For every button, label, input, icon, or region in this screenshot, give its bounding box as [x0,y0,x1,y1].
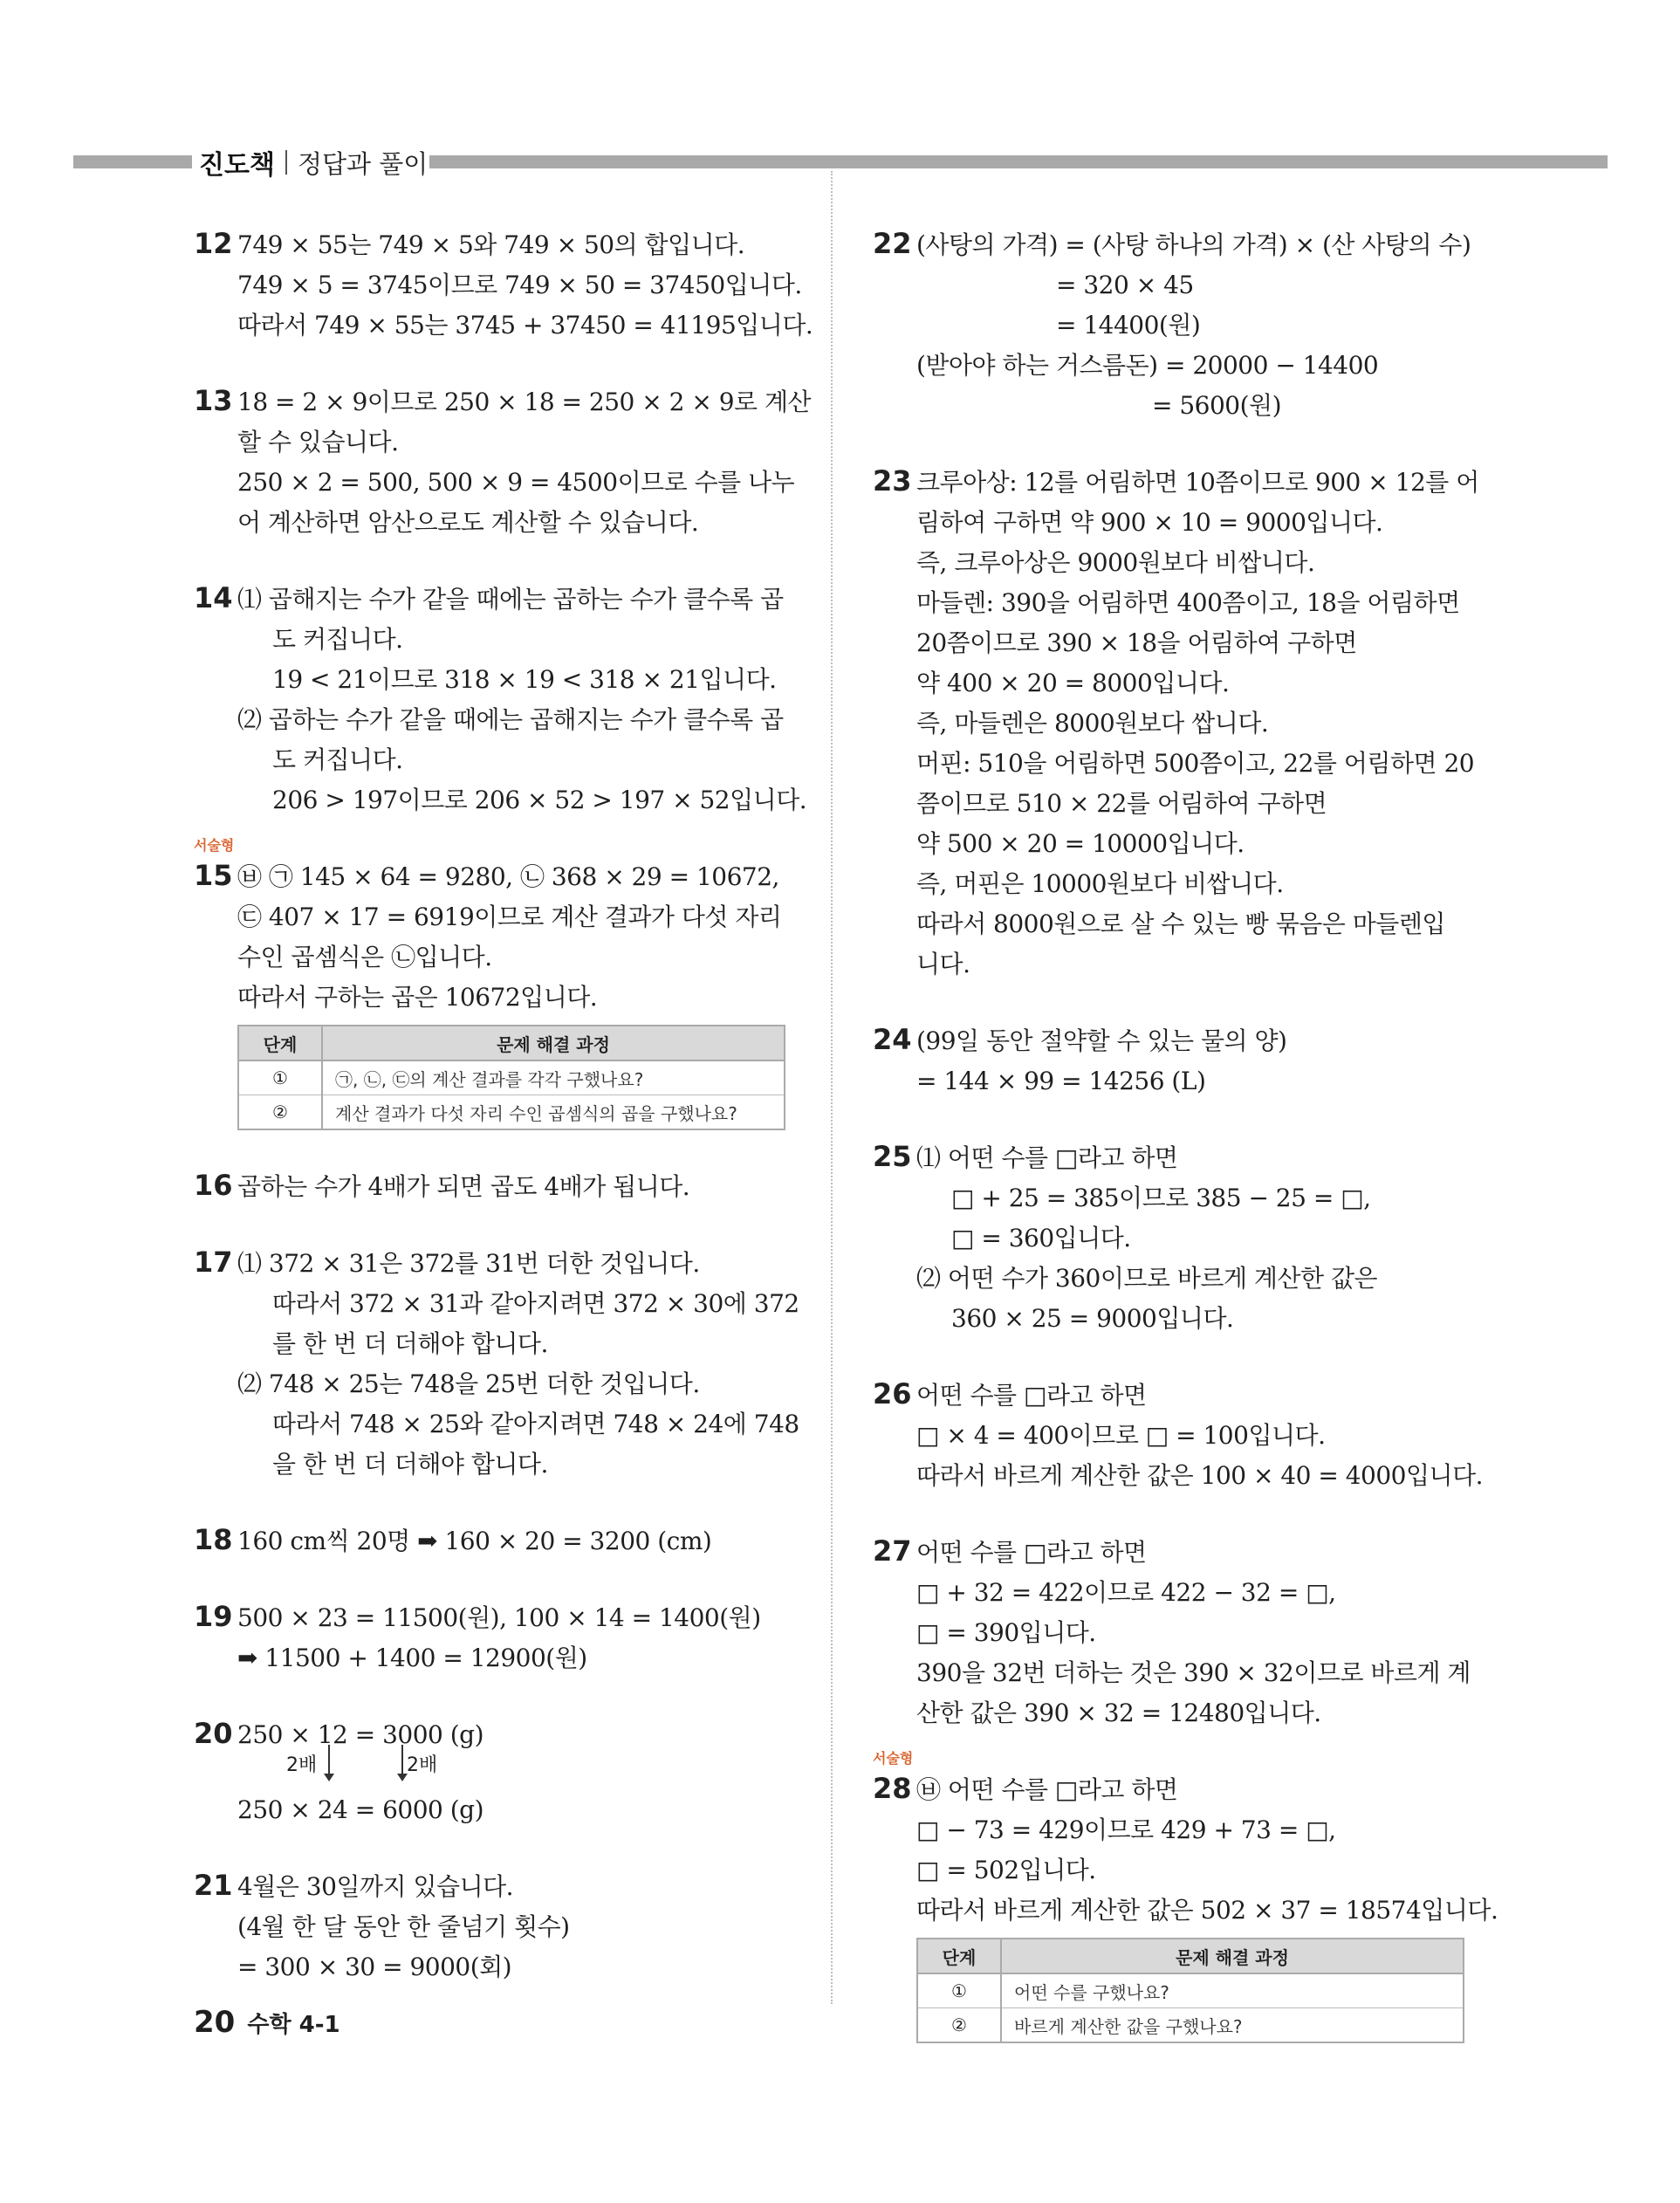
solution-line: (받아야 하는 거스름돈) = 20000 − 14400 [916,351,1379,380]
solution-line: □ + 32 = 422이므로 422 − 32 = □, [916,1578,1336,1607]
down-arrow-icon [328,1745,330,1780]
problem-12 [194,225,813,346]
column-divider [831,171,833,2004]
solution-line: ⑴ 어떤 수를 □라고 하면 [916,1143,1178,1172]
scoring-rubric [916,1938,1464,2043]
solution-line: 250 × 2 = 500, 500 × 9 = 4500이므로 수를 나누 [237,468,795,497]
problem-number: 20 [194,1717,233,1750]
problem-number: 19 [194,1600,233,1633]
problem-number: 18 [194,1523,233,1556]
rubric-text: 바르게 계산한 값을 구했나요? [1001,2008,1464,2043]
problem-15 [194,837,796,1130]
page-number: 20 [194,2005,236,2040]
solution-line: 머핀: 510을 어림하면 500쯤이고, 22를 어림하면 20 [916,749,1475,778]
problem-17 [194,1244,799,1485]
essay-tag: 서술형 [194,837,235,854]
solution-line: ➡ 11500 + 1400 = 12900(원) [237,1644,587,1672]
solution-line: 따라서 바르게 계산한 값은 100 × 40 = 4000입니다. [916,1461,1484,1490]
rubric-row [917,1973,1464,2008]
solution-line: 20쯤이므로 390 × 18을 어림하여 구하면 [916,628,1357,657]
problem-number: 15 [194,859,233,892]
problem-20 [194,1715,796,1830]
solution-line: (사탕의 가격) = (사탕 하나의 가격) × (산 사탕의 수) [916,230,1471,259]
problem-number: 12 [194,227,233,260]
solution-line: 160 cm씩 20명 ➡ 160 × 20 = 3200 (cm) [237,1527,712,1555]
header-section: 정답과 풀이 [297,148,429,179]
header-bar-right [429,155,1608,168]
solution-line: = 320 × 45 [1056,271,1194,299]
problem-number: 13 [194,384,233,417]
problem-13 [194,382,812,543]
rubric-row [238,1060,785,1095]
solution-line: 360 × 25 = 9000입니다. [951,1304,1234,1333]
problem-16 [194,1167,796,1207]
problem-number: 27 [873,1534,912,1568]
solution-line: □ × 4 = 400이므로 □ = 100입니다. [916,1421,1326,1450]
problem-23 [873,463,1479,985]
solution-line: 206 > 197이므로 206 × 52 > 197 × 52입니다. [272,786,807,814]
solution-line: (99일 동안 절약할 수 있는 물의 양) [916,1026,1287,1055]
scoring-rubric [237,1025,785,1130]
solution-line: 곱하는 수가 4배가 되면 곱도 4배가 됩니다. [237,1172,690,1201]
solution-line: 즉, 마들렌은 8000원보다 쌉니다. [916,709,1269,738]
solution-line: □ = 360입니다. [951,1224,1131,1252]
problem-14 [194,580,807,820]
solution-line: 을 한 번 더 더해야 합니다. [272,1450,548,1479]
book-title: 수학 4-1 [247,2012,340,2038]
solution-line: 따라서 748 × 25와 같아지려면 748 × 24에 748 [272,1410,799,1438]
rubric-text: 어떤 수를 구했나요? [1001,1973,1464,2008]
multiplier-label: 2배 [407,1754,438,1776]
rubric-header-process: 문제 해결 과정 [1001,1939,1464,1973]
problem-25 [873,1138,1475,1339]
solution-line: 따라서 8000원으로 살 수 있는 빵 묶음은 마들렌입 [916,909,1445,938]
rubric-text: 계산 결과가 다섯 자리 수인 곱셈식의 곱을 구했나요? [322,1095,785,1130]
multiplier-annotation [237,1750,796,1790]
problem-19 [194,1598,796,1678]
solution-line: 500 × 23 = 11500(원), 100 × 14 = 1400(원) [237,1603,761,1632]
problem-21 [194,1867,796,1987]
rubric-step: ② [238,1095,322,1130]
solution-line: 250 × 12 = 3000 (g) [237,1720,484,1749]
rubric-row [917,2008,1464,2043]
problem-number: 23 [873,464,912,498]
solution-line: 4월은 30일까지 있습니다. [237,1872,514,1901]
solution-line: 약 400 × 20 = 8000입니다. [916,669,1230,697]
solution-line: 수인 곱셈식은 ㉡입니다. [237,943,492,971]
problem-28 [873,1750,1498,2043]
rubric-header-process: 문제 해결 과정 [322,1026,785,1060]
solution-line: (4월 한 달 동안 한 줄넘기 횟수) [237,1912,570,1941]
solution-line: 도 커집니다. [272,745,403,774]
solution-line: 를 한 번 더 더해야 합니다. [272,1329,548,1358]
header-separator [285,150,287,175]
solution-line: 따라서 372 × 31과 같아지려면 372 × 30에 372 [272,1289,799,1318]
solution-line: = 14400(원) [1056,311,1201,340]
rubric-step: ① [238,1060,322,1095]
solution-line: 약 500 × 20 = 10000입니다. [916,829,1245,858]
solution-line: □ = 502입니다. [916,1856,1096,1884]
solution-line: 749 × 5 = 3745이므로 749 × 50 = 37450입니다. [237,271,802,299]
solution-line: 390을 32번 더하는 것은 390 × 32이므로 바르게 계 [916,1658,1471,1687]
solution-line: ⑵ 748 × 25는 748을 25번 더한 것입니다. [237,1369,700,1398]
rubric-row [238,1095,785,1130]
problem-number: 17 [194,1246,233,1279]
rubric-header-step: 단계 [917,1939,1001,1973]
solution-line: 749 × 55는 749 × 5와 749 × 50의 합입니다. [237,230,745,259]
solution-line: 니다. [916,950,970,978]
solution-line: 즉, 크루아상은 9000원보다 비쌉니다. [916,548,1315,577]
solution-line: 쯤이므로 510 × 22를 어림하여 구하면 [916,789,1327,818]
problem-26 [873,1376,1484,1496]
solution-line: 림하여 구하면 약 900 × 10 = 9000입니다. [916,508,1383,537]
solution-line: ⑴ 곱해지는 수가 같을 때에는 곱하는 수가 클수록 곱 [237,585,784,614]
solution-line: 따라서 바르게 계산한 값은 502 × 37 = 18574입니다. [916,1896,1498,1925]
problem-number: 22 [873,227,912,260]
problem-number: 25 [873,1140,912,1173]
problem-number: 16 [194,1169,233,1202]
problem-22 [873,225,1475,426]
solution-line: 즉, 머핀은 10000원보다 비쌉니다. [916,869,1284,898]
problem-number: 28 [873,1772,912,1805]
solution-line: 산한 값은 390 × 32 = 12480입니다. [916,1699,1321,1727]
solution-line: ⑴ 372 × 31은 372를 31번 더한 것입니다. [237,1249,700,1278]
problem-number: 24 [873,1023,912,1056]
problem-24 [873,1021,1475,1102]
right-column [873,225,1498,2080]
left-column [194,225,813,2024]
problem-number: 21 [194,1869,233,1902]
solution-line: □ + 25 = 385이므로 385 − 25 = □, [951,1184,1371,1212]
solution-line: 도 커집니다. [272,625,403,654]
rubric-step: ② [917,2008,1001,2043]
solution-line: □ − 73 = 429이므로 429 + 73 = □, [916,1815,1336,1844]
solution-line: ⑵ 곱하는 수가 같을 때에는 곱해지는 수가 클수록 곱 [237,705,784,734]
header-bar-left [73,155,192,168]
header-title [199,145,428,180]
solution-line: 어떤 수를 □라고 하면 [916,1381,1147,1410]
essay-tag: 서술형 [873,1750,914,1767]
solution-line: 250 × 24 = 6000 (g) [237,1795,484,1824]
down-arrow-icon [401,1745,403,1780]
header-book: 진도책 [199,150,275,181]
solution-line: 어떤 수를 □라고 하면 [916,1538,1147,1567]
page-footer [194,2005,340,2040]
solution-line: 마들렌: 390을 어림하면 400쯤이고, 18을 어림하면 [916,588,1460,617]
solution-line: ㉥ 어떤 수를 □라고 하면 [916,1775,1178,1804]
solution-line: 할 수 있습니다. [237,428,399,456]
multiplier-label: 2배 [286,1754,318,1776]
rubric-header-step: 단계 [238,1026,322,1060]
solution-line: 따라서 749 × 55는 3745 + 37450 = 41195입니다. [237,311,813,340]
problem-number: 26 [873,1377,912,1410]
solution-line: 크루아상: 12를 어림하면 10쯤이므로 900 × 12를 어 [916,468,1479,497]
rubric-text: ㉠, ㉡, ㉢의 계산 결과를 각각 구했나요? [322,1060,785,1095]
solution-line: ⑵ 어떤 수가 360이므로 바르게 계산한 값은 [916,1264,1378,1293]
solution-line: ㉢ 407 × 17 = 6919이므로 계산 결과가 다섯 자리 [237,902,782,931]
solution-line: 18 = 2 × 9이므로 250 × 18 = 250 × 2 × 9로 계산 [237,388,812,416]
solution-line: 19 < 21이므로 318 × 19 < 318 × 21입니다. [272,665,777,694]
solution-line: = 5600(원) [1152,391,1282,420]
solution-line: = 300 × 30 = 9000(회) [237,1953,512,1981]
solution-line: ㉥ ㉠ 145 × 64 = 9280, ㉡ 368 × 29 = 10672, [237,862,779,891]
rubric-step: ① [917,1973,1001,2008]
problem-number: 14 [194,581,233,614]
solution-line: 따라서 구하는 곱은 10672입니다. [237,983,598,1012]
problem-27 [873,1533,1475,1733]
solution-line: = 144 × 99 = 14256 (L) [916,1067,1206,1095]
problem-18 [194,1521,796,1561]
solution-line: 어 계산하면 암산으로도 계산할 수 있습니다. [237,508,699,537]
solution-line: □ = 390입니다. [916,1618,1096,1647]
